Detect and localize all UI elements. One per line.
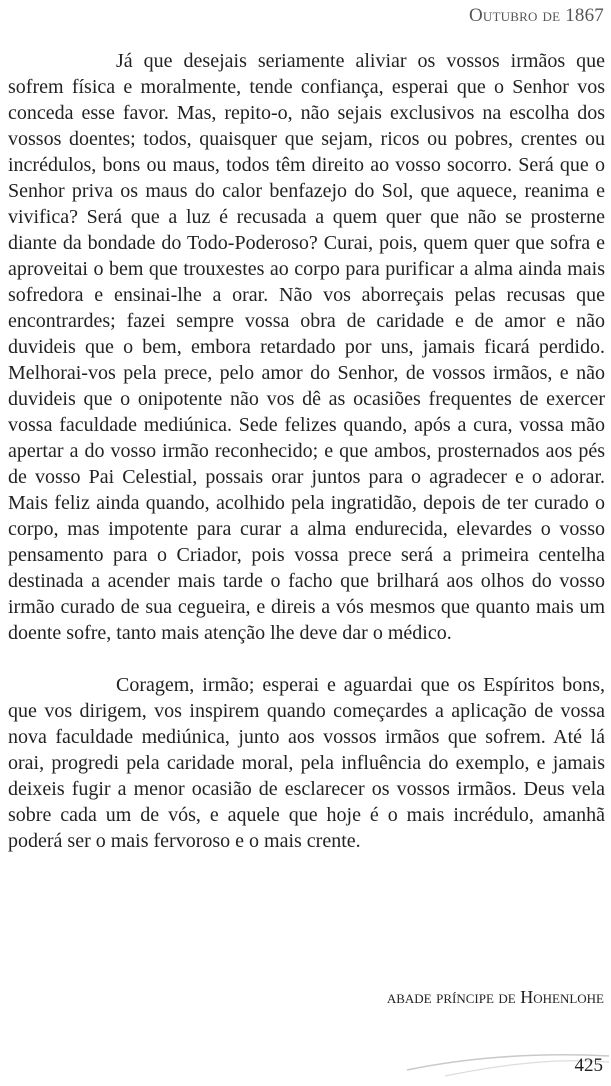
page-body bbox=[8, 48, 605, 854]
paragraph-2: Coragem, irmão; esperai e aguardai que os Espíritos bons, que vos dirigem, vos inspirem quando começardes a aplicação de vossa nova faculdade mediúnica, junto aos vossos irmãos que sofrem. Até lá orai, progredi pela caridade moral, pela influência do exemplo, e jamais deixeis fugir a menor ocasião de esclarecer os vossos irmãos. Deus vela sobre cada um de vós, e aquele que hoje é o mais incrédulo, amanhã poderá ser o mais fervoroso e o mais crente. bbox=[8, 674, 605, 852]
running-header: Outubro de 1867 bbox=[469, 5, 604, 26]
paragraph-1: Já que desejais seriamente aliviar os vossos irmãos que sofrem física e moralmente, tende confiança, esperai que o Senhor vos conceda esse favor. Mas, repito-o, não sejais exclusivos na escolha dos vossos doentes; todos, quaisquer que sejam, ricos ou pobres, crentes ou incrédulos, bons ou maus, todos têm direito ao vosso socorro. Será que o Senhor priva os maus do calor benfazejo do Sol, que aquece, reanima e vivifica? Será que a luz é recusada a quem quer que não se prosterne diante da bondade do Todo-Poderoso? Curai, pois, quem quer que sofra e aproveitai o bem que trouxestes ao corpo para purificar a alma ainda mais sofredora e ensinai-lhe a orar. Não vos aborreçais pelas recusas que encontrardes; fazei sempre vossa obra de caridade e de amor e não duvideis que o bem, embora retardado por uns, jamais ficará perdido. Melhorai-vos pela prece, pelo amor do Senhor, de vossos irmãos, e não duvideis que o onipotente não vos dê as ocasiões frequentes de exercer vossa faculdade mediúnica. Sede felizes quando, após a cura, vossa mão apertar a do vosso irmão reconhecido; e que ambos, prosternados aos pés de vosso Pai Celestial, possais orar juntos para o agradecer e o adorar. Mais feliz ainda quando, acolhido pela ingratidão, depois de ter curado o corpo, mas impotente para curar a alma endurecida, elevardes o vosso pensamento para o Criador, pois vossa prece será a primeira centelha destinada a acender mais tarde o facho que brilhará aos olhos do vosso irmão curado de sua cegueira, e direis a vós mesmos que quanto mais um doente sofre, tanto mais atenção lhe deve dar o médico. bbox=[8, 50, 605, 644]
page-number: 425 bbox=[574, 1055, 603, 1076]
signature: abade príncipe de Hohenlohe bbox=[386, 987, 604, 1007]
